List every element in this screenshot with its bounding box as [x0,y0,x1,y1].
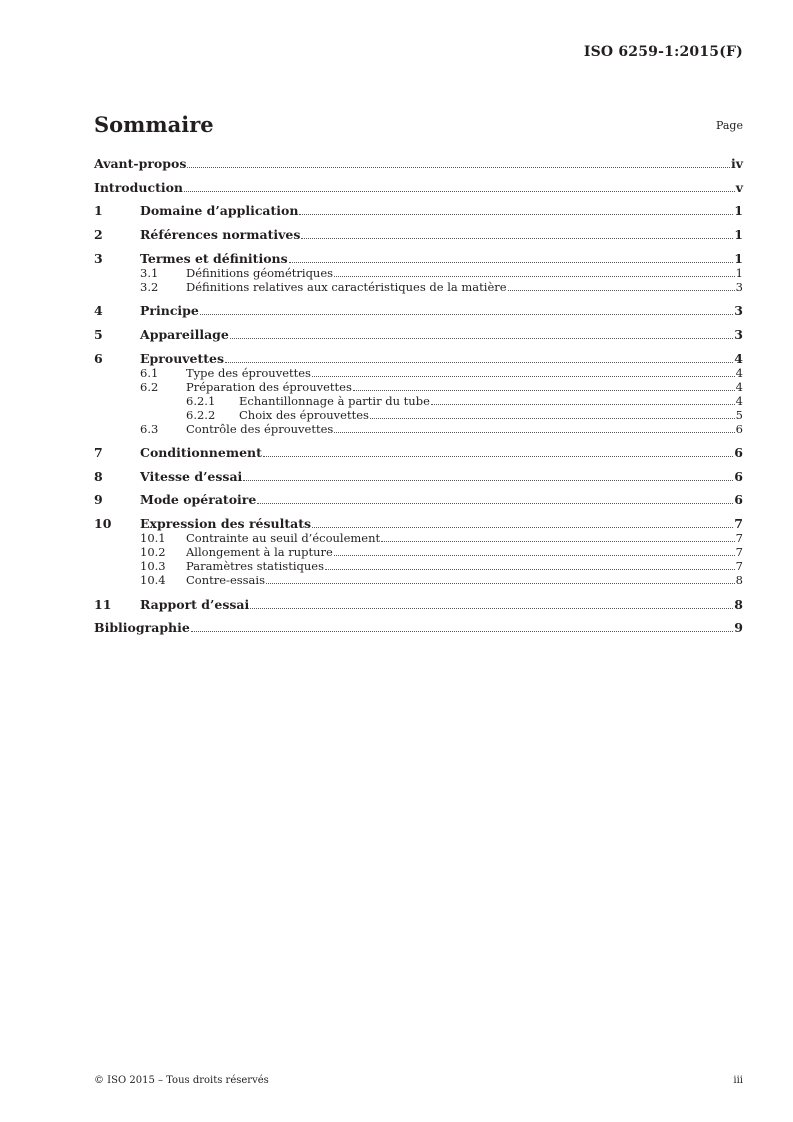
toc-entry-label: Rapport d’essai [140,596,250,612]
toc-entry-page: 3 [734,303,743,318]
dot-leader [381,541,735,542]
toc-entry[interactable] [94,352,743,366]
footer-copyright: © ISO 2015 – Tous droits réservés [94,1075,269,1086]
toc-entry-label: Contre-essais [186,573,265,587]
toc-entry-page: 4 [735,379,743,394]
toc-entry-page: 7 [735,545,743,559]
toc-entry-page: 1 [735,265,743,280]
toc-entry-page: 3 [735,279,743,294]
toc-entry-label: Mode opératoire [140,492,257,507]
toc-entry-number: 6.3 [140,421,159,436]
dot-leader [289,262,734,263]
toc-entry-number: 4 [94,303,103,318]
toc-subentry[interactable] [94,559,743,573]
toc-entry-page: 8 [735,573,743,587]
toc-entry-page: 3 [734,326,743,342]
dot-leader [325,569,735,570]
toc-subentry[interactable] [94,408,743,422]
toc-subentry[interactable] [94,266,743,280]
toc-entry-label: Préparation des éprouvettes [186,379,352,394]
toc-entry-page: 4 [735,393,743,408]
dot-leader [431,404,735,405]
dot-leader [257,503,733,504]
dot-leader [334,555,735,556]
toc-entry-page: 6 [734,468,743,484]
toc-entry-number: 3.2 [140,279,159,294]
toc-entry-page: 6 [734,492,743,507]
toc-entry-label: Vitesse d’essai [140,468,243,484]
toc-subentry[interactable] [94,394,743,408]
toc-entry-number: 6 [94,350,103,366]
dot-leader [334,432,734,433]
dot-leader [334,276,735,277]
toc-entry-label: Contrainte au seuil d’écoulement [186,531,381,545]
toc-entry-number: 10.4 [140,573,166,587]
toc-entry-number: 10 [94,516,112,531]
dot-leader [299,214,733,215]
toc-subentry[interactable] [94,531,743,545]
dot-leader [187,167,730,168]
dot-leader [301,238,733,239]
page-title: Sommaire [94,112,214,137]
toc-subentry[interactable] [94,280,743,294]
toc-entry-number: 6.2 [140,379,159,394]
toc-entry[interactable] [94,488,743,512]
toc-entry-number: 10.3 [140,559,166,573]
toc-entry-label: Contrôle des éprouvettes [186,421,334,436]
dot-leader [312,527,733,528]
toc-entry-number: 2 [94,226,103,242]
toc-entry-label: Conditionnement [140,445,262,460]
toc-subentry[interactable] [94,573,743,587]
toc-entry-page: 9 [734,620,743,635]
toc-entry[interactable] [94,517,743,531]
toc-entry-label: Expression des résultats [140,516,312,531]
dot-leader [225,362,733,363]
toc-entry-label: Définitions géométriques [186,265,334,280]
toc-entry[interactable] [94,152,743,176]
toc-entry-number: 7 [94,445,103,460]
toc-entry-page: iv [730,156,743,171]
toc-entry-label: Choix des éprouvettes [239,407,369,422]
toc-entry-label: Avant-propos [94,156,187,171]
toc-entry-label: Type des éprouvettes [186,365,311,380]
toc-entry-number: 8 [94,468,103,484]
toc-entry[interactable] [94,441,743,465]
toc-entry[interactable] [94,465,743,489]
toc-entry-page: 5 [735,407,743,422]
toc-entry-number: 6.2.2 [186,407,216,422]
toc-subentry[interactable] [94,545,743,559]
toc-entry-number: 9 [94,492,103,507]
dot-leader [191,631,733,632]
toc-entry-number: 11 [94,596,112,612]
toc-entry-number: 10.1 [140,531,166,545]
toc-subentry[interactable] [94,380,743,394]
toc-entry-page: 7 [735,531,743,545]
toc-entry-label: Echantillonnage à partir du tube [239,393,430,408]
toc-entry-page: 4 [734,350,743,366]
toc-entry-number: 6.1 [140,365,159,380]
dot-leader [353,390,735,391]
toc-entry-label: Appareillage [140,326,229,342]
toc-entry-page: 1 [734,203,743,218]
toc-entry-number: 3.1 [140,265,159,280]
dot-leader [250,608,733,609]
toc-entry-label: Eprouvettes [140,350,225,366]
dot-leader [370,418,735,419]
dot-leader [263,456,733,457]
document-code: ISO 6259-1:2015(F) [583,44,743,60]
toc-entry-number: 3 [94,250,103,266]
toc-entry-label: Allongement à la rupture [186,545,333,559]
toc-entry[interactable] [94,593,743,617]
table-of-contents [94,152,743,640]
footer-page-number: iii [733,1075,743,1086]
toc-entry-label: Références normatives [140,226,301,242]
toc-entry[interactable] [94,176,743,200]
dot-leader [266,583,735,584]
toc-entry-label: Introduction [94,179,184,195]
toc-entry-page: v [735,179,743,195]
toc-entry-label: Domaine d’application [140,203,299,218]
dot-leader [200,314,733,315]
dot-leader [243,480,733,481]
toc-entry-page: 1 [734,226,743,242]
dot-leader [184,191,735,192]
dot-leader [508,290,735,291]
toc-entry-page: 4 [735,365,743,380]
toc-entry-number: 5 [94,326,103,342]
toc-entry[interactable] [94,299,743,323]
toc-entry-number: 10.2 [140,545,166,559]
toc-entry-label: Principe [140,303,199,318]
toc-entry-label: Définitions relatives aux caractéristiques de la matière [186,279,507,294]
toc-entry-label: Paramètres statistiques [186,559,324,573]
toc-subentry[interactable] [94,366,743,380]
toc-entry[interactable] [94,223,743,247]
dot-leader [312,376,735,377]
toc-entry[interactable] [94,323,743,347]
toc-entry-page: 7 [734,516,743,531]
toc-entry[interactable] [94,252,743,266]
toc-entry-number: 6.2.1 [186,393,216,408]
toc-entry-page: 7 [735,559,743,573]
toc-entry-label: Termes et définitions [140,250,288,266]
toc-entry-page: 1 [734,250,743,266]
toc-subentry[interactable] [94,422,743,436]
toc-entry-page: 6 [734,445,743,460]
toc-entry-page: 8 [734,596,743,612]
dot-leader [230,338,733,339]
toc-entry-label: Bibliographie [94,620,190,635]
toc-entry[interactable] [94,199,743,223]
toc-entry[interactable] [94,616,743,640]
page-column-label: Page [715,119,743,132]
toc-entry-page: 6 [735,421,743,436]
toc-entry-number: 1 [94,203,103,218]
